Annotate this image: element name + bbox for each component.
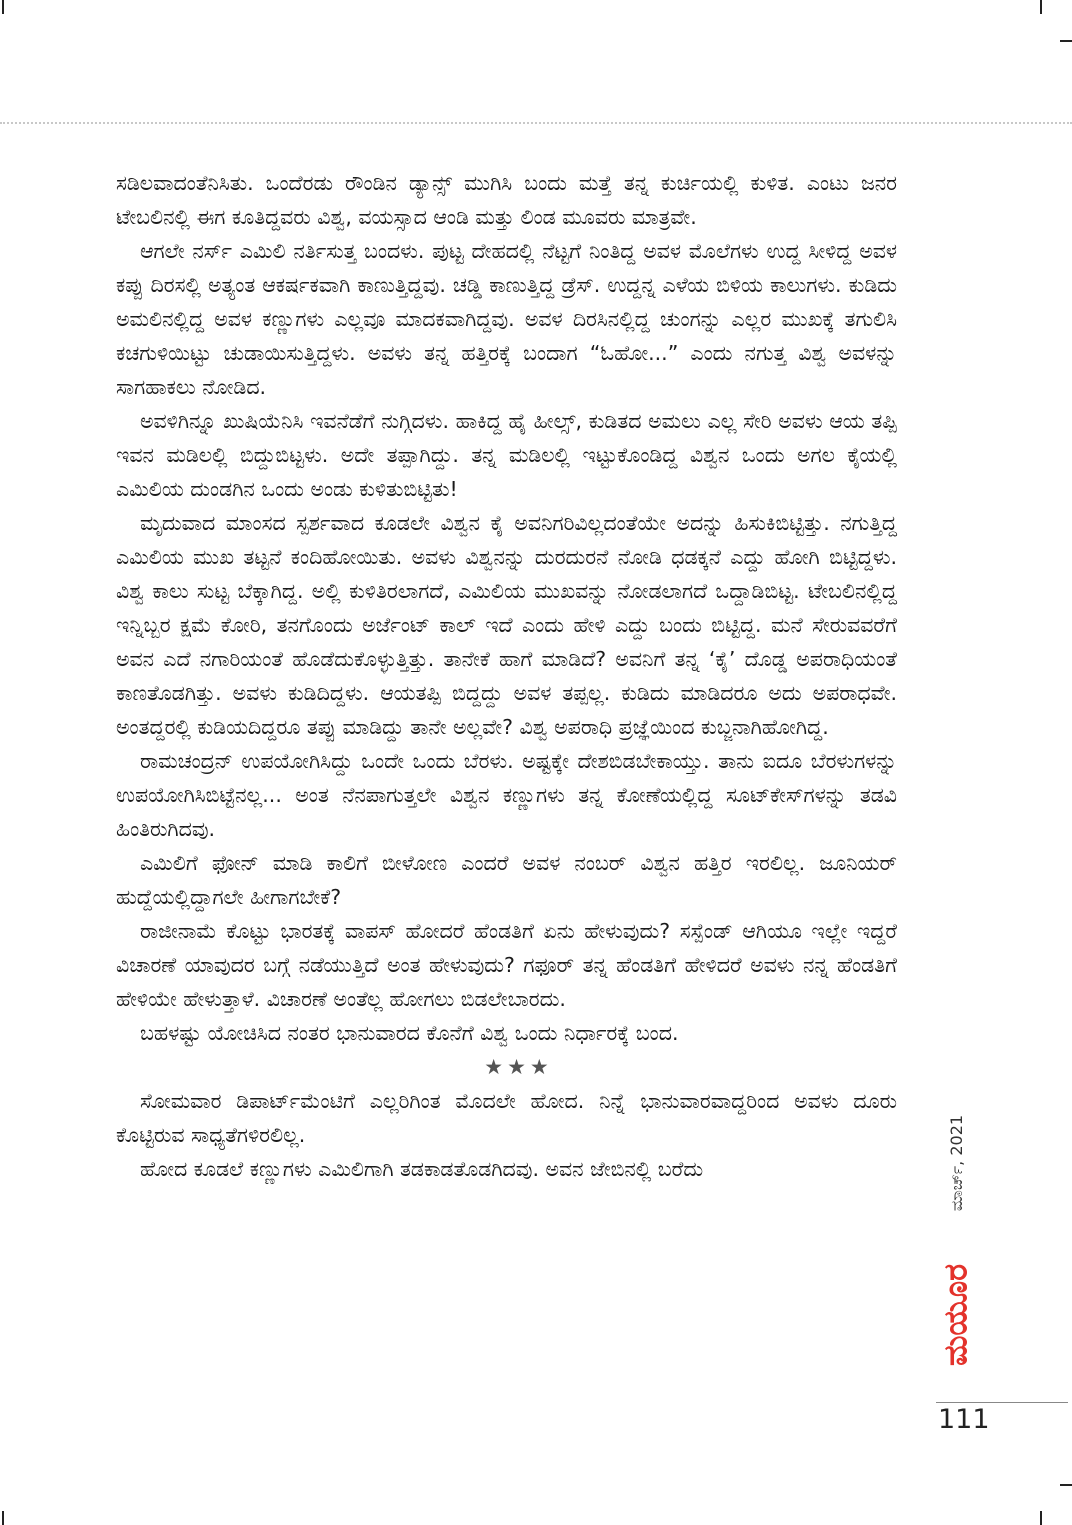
page-number: 111 <box>938 1404 990 1435</box>
issue-date <box>942 1100 972 1225</box>
magazine-name: ಮಯೂರ <box>936 1263 975 1367</box>
crop-mark-right-bottom <box>1060 1484 1072 1486</box>
issue-date-text: ಮಾರ್ಚ್, 2021 <box>947 1114 966 1211</box>
crop-mark-top-left <box>2 0 4 14</box>
paragraph: ಎಮಿಲಿಗೆ ಫೋನ್ ಮಾಡಿ ಕಾಲಿಗೆ ಬೀಳೋಣ ಎಂದರೆ ಅವಳ ನಂಬರ್ ವಿಶ್ವನ ಹತ್ತಿರ ಇರಲಿಲ್ಲ. ಜೂನಿಯರ್ ಹುದ್ದೆಯಲ್ಲಿದ್ದಾಗಲೇ ಹೀಗಾಗಬೇಕೆ? <box>116 851 897 909</box>
paragraph: ಅವಳಿಗಿನ್ನೂ ಖುಷಿಯೆನಿಸಿ ಇವನೆಡೆಗೆ ನುಗ್ಗಿದಳು. ಹಾಕಿದ್ದ ಹೈ ಹೀಲ್ಸ್, ಕುಡಿತದ ಅಮಲು ಎಲ್ಲ ಸೇರಿ ಅವಳು ಆಯ ತಪ್ಪಿ ಇವನ ಮಡಿಲಲ್ಲಿ ಬಿದ್ದುಬಿಟ್ಟಳು. ಅದೇ ತಪ್ಪಾಗಿದ್ದು. ತನ್ನ ಮಡಿಲಲ್ಲಿ ಇಟ್ಟುಕೊಂಡಿದ್ದ ವಿಶ್ವನ ಒಂದು ಅಗಲ ಕೈಯಲ್ಲಿ ಎಮಿಲಿಯ ದುಂಡಗಿನ ಒಂದು ಅಂಡು ಕುಳಿತುಬಿಟ್ಟಿತು! <box>116 409 897 501</box>
paragraph: ಹೋದ ಕೂಡಲೆ ಕಣ್ಣುಗಳು ಎಮಿಲಿಗಾಗಿ ತಡಕಾಡತೊಡಗಿದವು. ಅವನ ಜೇಬಿನಲ್ಲಿ ಬರೆದು <box>140 1157 704 1181</box>
crop-mark-top-right <box>1040 0 1042 14</box>
paragraph: ಆಗಲೇ ನರ್ಸ್ ಎಮಿಲಿ ನರ್ತಿಸುತ್ತ ಬಂದಳು. ಪುಟ್ಟ ದೇಹದಲ್ಲಿ ನೆಟ್ಟಗೆ ನಿಂತಿದ್ದ ಅವಳ ಮೊಲೆಗಳು ಉದ್ದ ಸೀಳಿದ್ದ ಅವಳ ಕಪ್ಪು ದಿರಸಲ್ಲಿ ಅತ್ಯಂತ ಆಕರ್ಷಕವಾಗಿ ಕಾಣುತ್ತಿದ್ದವು. ಚಡ್ಡಿ ಕಾಣುತ್ತಿದ್ದ ಡ್ರೆಸ್. ಉದ್ದನ್ನ ಎಳೆಯ ಬಿಳಿಯ ಕಾಲುಗಳು. ಕುಡಿದು ಅಮಲಿನಲ್ಲಿದ್ದ ಅವಳ ಕಣ್ಣುಗಳು ಎಲ್ಲವೂ ಮಾದಕವಾಗಿದ್ದವು. ಅವಳ ದಿರಸಿನಲ್ಲಿದ್ದ ಚುಂಗನ್ನು ಎಲ್ಲರ ಮುಖಕ್ಕೆ ತಗುಲಿಸಿ ಕಚಗುಳಿಯಿಟ್ಟು ಚುಡಾಯಿಸುತ್ತಿದ್ದಳು. ಅವಳು ತನ್ನ ಹತ್ತಿರಕ್ಕೆ ಬಂದಾಗ “ಓಹೋ...” ಎಂದು ನಗುತ್ತ ವಿಶ್ವ ಅವಳನ್ನು ಸಾಗಹಾಕಲು ನೋಡಿದ. <box>116 239 897 399</box>
article-body <box>116 166 897 1186</box>
magazine-logo <box>930 1240 982 1390</box>
footer-rule <box>936 1402 1068 1403</box>
crop-mark-bottom-left <box>2 1511 4 1525</box>
section-separator: ★★★ <box>484 1055 553 1079</box>
paragraph: ಬಹಳಷ್ಟು ಯೋಚಿಸಿದ ನಂತರ ಭಾನುವಾರದ ಕೊನೆಗೆ ವಿಶ್ವ ಒಂದು ನಿರ್ಧಾರಕ್ಕೆ ಬಂದ. <box>140 1021 679 1045</box>
crop-mark-right-top <box>1060 40 1072 42</box>
paragraph: ರಾಮಚಂದ್ರನ್ ಉಪಯೋಗಿಸಿದ್ದು ಒಂದೇ ಒಂದು ಬೆರಳು. ಅಷ್ಟಕ್ಕೇ ದೇಶಬಿಡಬೇಕಾಯ್ತು. ತಾನು ಐದೂ ಬೆರಳುಗಳನ್ನು ಉಪಯೋಗಿಸಿಬಿಟ್ಟೆನಲ್ಲ... ಅಂತ ನೆನಪಾಗುತ್ತಲೇ ವಿಶ್ವನ ಕಣ್ಣುಗಳು ತನ್ನ ಕೋಣೆಯಲ್ಲಿದ್ದ ಸೂಟ್‌ಕೇಸ್‌ಗಳನ್ನು ತಡವಿ ಹಿಂತಿರುಗಿದವು. <box>116 749 897 841</box>
crop-mark-bottom-right <box>1040 1511 1042 1525</box>
paragraph: ಸೋಮವಾರ ಡಿಪಾರ್ಟ್‌ಮೆಂಟಿಗೆ ಎಲ್ಲರಿಗಿಂತ ಮೊದಲೇ ಹೋದ. ನಿನ್ನೆ ಭಾನುವಾರವಾದ್ದರಿಂದ ಅವಳು ದೂರು ಕೊಟ್ಟಿರುವ ಸಾಧ್ಯತೆಗಳಿರಲಿಲ್ಲ. <box>116 1089 897 1147</box>
paragraph: ಮೃದುವಾದ ಮಾಂಸದ ಸ್ಪರ್ಶವಾದ ಕೂಡಲೇ ವಿಶ್ವನ ಕೈ ಅವನಿಗರಿವಿಲ್ಲದಂತೆಯೇ ಅದನ್ನು ಹಿಸುಕಿಬಿಟ್ಟಿತ್ತು. ನಗುತ್ತಿದ್ದ ಎಮಿಲಿಯ ಮುಖ ತಟ್ಟನೆ ಕಂದಿಹೋಯಿತು. ಅವಳು ವಿಶ್ವನನ್ನು ದುರದುರನೆ ನೋಡಿ ಧಡಕ್ಕನೆ ಎದ್ದು ಹೋಗಿ ಬಿಟ್ಟಿದ್ದಳು. ವಿಶ್ವ ಕಾಲು ಸುಟ್ಟ ಬೆಕ್ಕಾಗಿದ್ದ. ಅಲ್ಲಿ ಕುಳಿತಿರಲಾಗದೆ, ಎಮಿಲಿಯ ಮುಖವನ್ನು ನೋಡಲಾಗದೆ ಒದ್ದಾಡಿಬಿಟ್ಟ. ಟೇಬಲಿನಲ್ಲಿದ್ದ ಇನ್ನಿಬ್ಬರ ಕ್ಷಮೆ ಕೋರಿ, ತನಗೊಂದು ಅರ್ಜೆಂಟ್ ಕಾಲ್ ಇದೆ ಎಂದು ಹೇಳಿ ಎದ್ದು ಬಂದು ಬಿಟ್ಟಿದ್ದ. ಮನೆ ಸೇರುವವರೆಗೆ ಅವನ ಎದೆ ನಗಾರಿಯಂತೆ ಹೊಡೆದುಕೊಳ್ಳುತ್ತಿತ್ತು. ತಾನೇಕೆ ಹಾಗೆ ಮಾಡಿದೆ? ಅವನಿಗೆ ತನ್ನ ‘ಕೈ’ ದೊಡ್ಡ ಅಪರಾಧಿಯಂತೆ ಕಾಣತೊಡಗಿತ್ತು. ಅವಳು ಕುಡಿದಿದ್ದಳು. ಆಯತಪ್ಪಿ ಬಿದ್ದದ್ದು ಅವಳ ತಪ್ಪಲ್ಲ. ಕುಡಿದು ಮಾಡಿದರೂ ಅದು ಅಪರಾಧವೇ. ಅಂತದ್ದರಲ್ಲಿ ಕುಡಿಯದಿದ್ದರೂ ತಪ್ಪು ಮಾಡಿದ್ದು ತಾನೇ ಅಲ್ಲವೇ? ವಿಶ್ವ ಅಪರಾಧಿ ಪ್ರಜ್ಞೆಯಿಂದ ಕುಬ್ಜನಾಗಿಹೋಗಿದ್ದ. <box>116 511 897 739</box>
paragraph: ರಾಜೀನಾಮೆ ಕೊಟ್ಟು ಭಾರತಕ್ಕೆ ವಾಪಸ್ ಹೋದರೆ ಹೆಂಡತಿಗೆ ಏನು ಹೇಳುವುದು? ಸಸ್ಪೆಂಡ್ ಆಗಿಯೂ ಇಲ್ಲೇ ಇದ್ದರೆ ವಿಚಾರಣೆ ಯಾವುದರ ಬಗ್ಗೆ ನಡೆಯುತ್ತಿದೆ ಅಂತ ಹೇಳುವುದು? ಗಫೂರ್ ತನ್ನ ಹೆಂಡತಿಗೆ ಹೇಳಿದರೆ ಅವಳು ನನ್ನ ಹೆಂಡತಿಗೆ ಹೇಳಿಯೇ ಹೇಳುತ್ತಾಳೆ. ವಿಚಾರಣೆ ಅಂತೆಲ್ಲ ಹೋಗಲು ಬಿಡಲೇಬಾರದು. <box>116 919 897 1011</box>
header-dotted-rule <box>0 122 1072 124</box>
paragraph: ಸಡಿಲವಾದಂತೆನಿಸಿತು. ಒಂದೆರಡು ರೌಂಡಿನ ಡ್ಯಾನ್ಸ್ ಮುಗಿಸಿ ಬಂದು ಮತ್ತೆ ತನ್ನ ಕುರ್ಚಿಯಲ್ಲಿ ಕುಳಿತ. ಎಂಟು ಜನರ ಟೇಬಲಿನಲ್ಲಿ ಈಗ ಕೂತಿದ್ದವರು ವಿಶ್ವ, ವಯಸ್ಸಾದ ಆಂಡಿ ಮತ್ತು ಲಿಂಡ ಮೂವರು ಮಾತ್ರವೇ. <box>116 171 897 229</box>
